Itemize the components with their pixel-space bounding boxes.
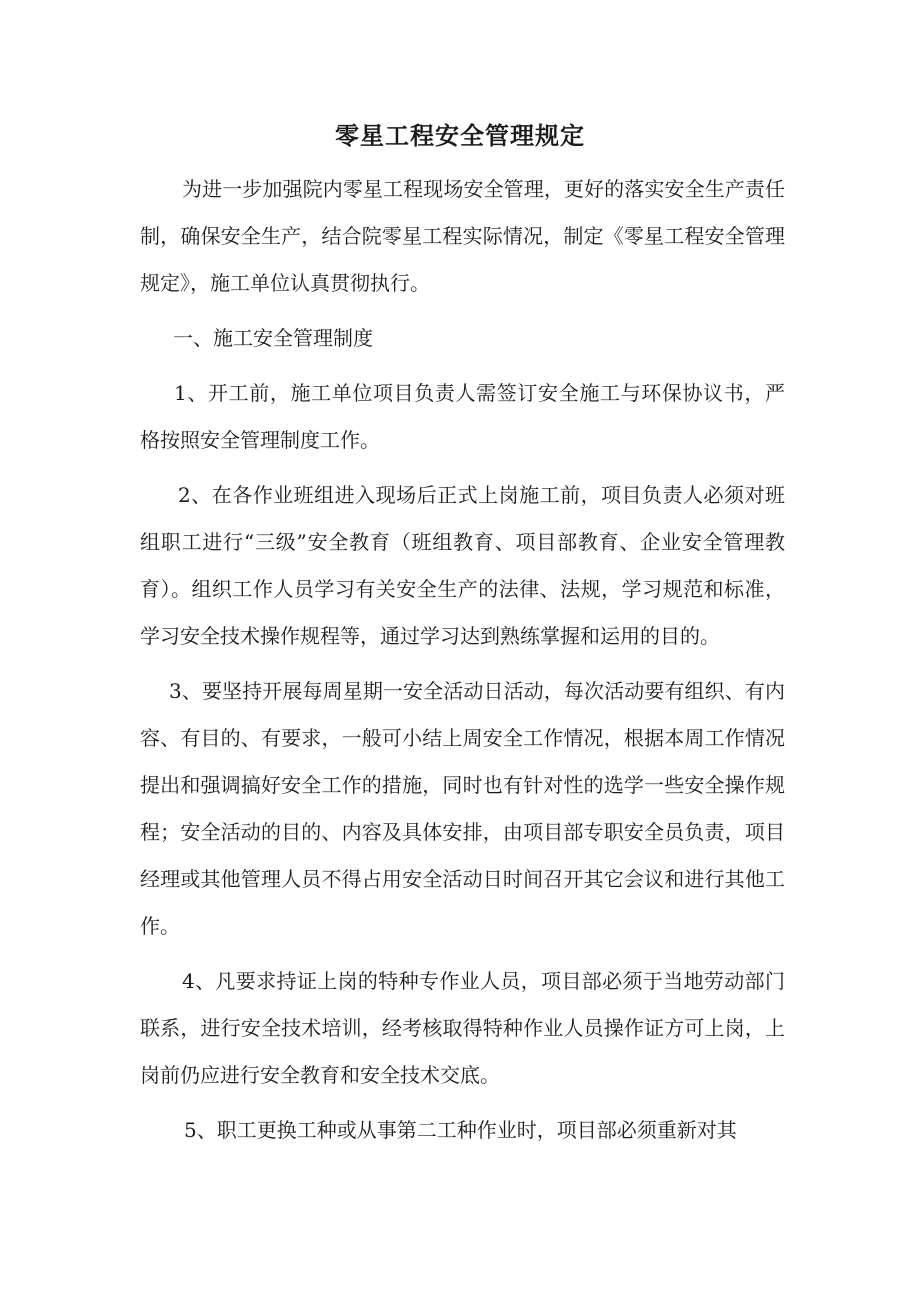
list-item-4: 4、凡要求持证上岗的特种专作业人员，项目部必须于当地劳动部门联系，进行安全技术培训，经考核取得特种作业人员操作证方可上岗，上岗前仍应进行安全教育和安全技术交底。	[140, 969, 785, 1087]
section-heading: 一、施工安全管理制度	[173, 326, 373, 350]
list-item-5: 5、职工更换工种或从事第二工种作业时，项目部必须重新对其	[184, 1118, 737, 1142]
document-title: 零星工程安全管理规定	[335, 121, 585, 150]
intro-paragraph: 为进一步加强院内零星工程现场安全管理，更好的落实安全生产责任制，确保安全生产，结合院零星工程实际情况，制定《零星工程安全管理规定》，施工单位认真贯彻执行。	[140, 177, 785, 295]
list-item-2: 2、在各作业班组进入现场后正式上岗施工前，项目负责人必须对班组职工进行“三级”安全教育（班组教育、项目部教育、企业安全管理教育）。组织工作人员学习有关安全生产的法律、法规，学习规范和标准，学习安全技术操作规程等，通过学习达到熟练掌握和运用的目的。	[140, 483, 785, 648]
list-item-3: 3、要坚持开展每周星期一安全活动日活动，每次活动要有组织、有内容、有目的、有要求，一般可小结上周安全工作情况，根据本周工作情况提出和强调搞好安全工作的措施，同时也有针对性的选学一些安全操作规程；安全活动的目的、内容及具体安排，由项目部专职安全员负责，项目经理或其他管理人员不得占用安全活动日时间召开其它会议和进行其他工作。	[140, 679, 785, 938]
document-body	[140, 166, 785, 1154]
list-item-1: 1、开工前，施工单位项目负责人需签订安全施工与环保协议书，严格按照安全管理制度工作。	[140, 381, 785, 452]
